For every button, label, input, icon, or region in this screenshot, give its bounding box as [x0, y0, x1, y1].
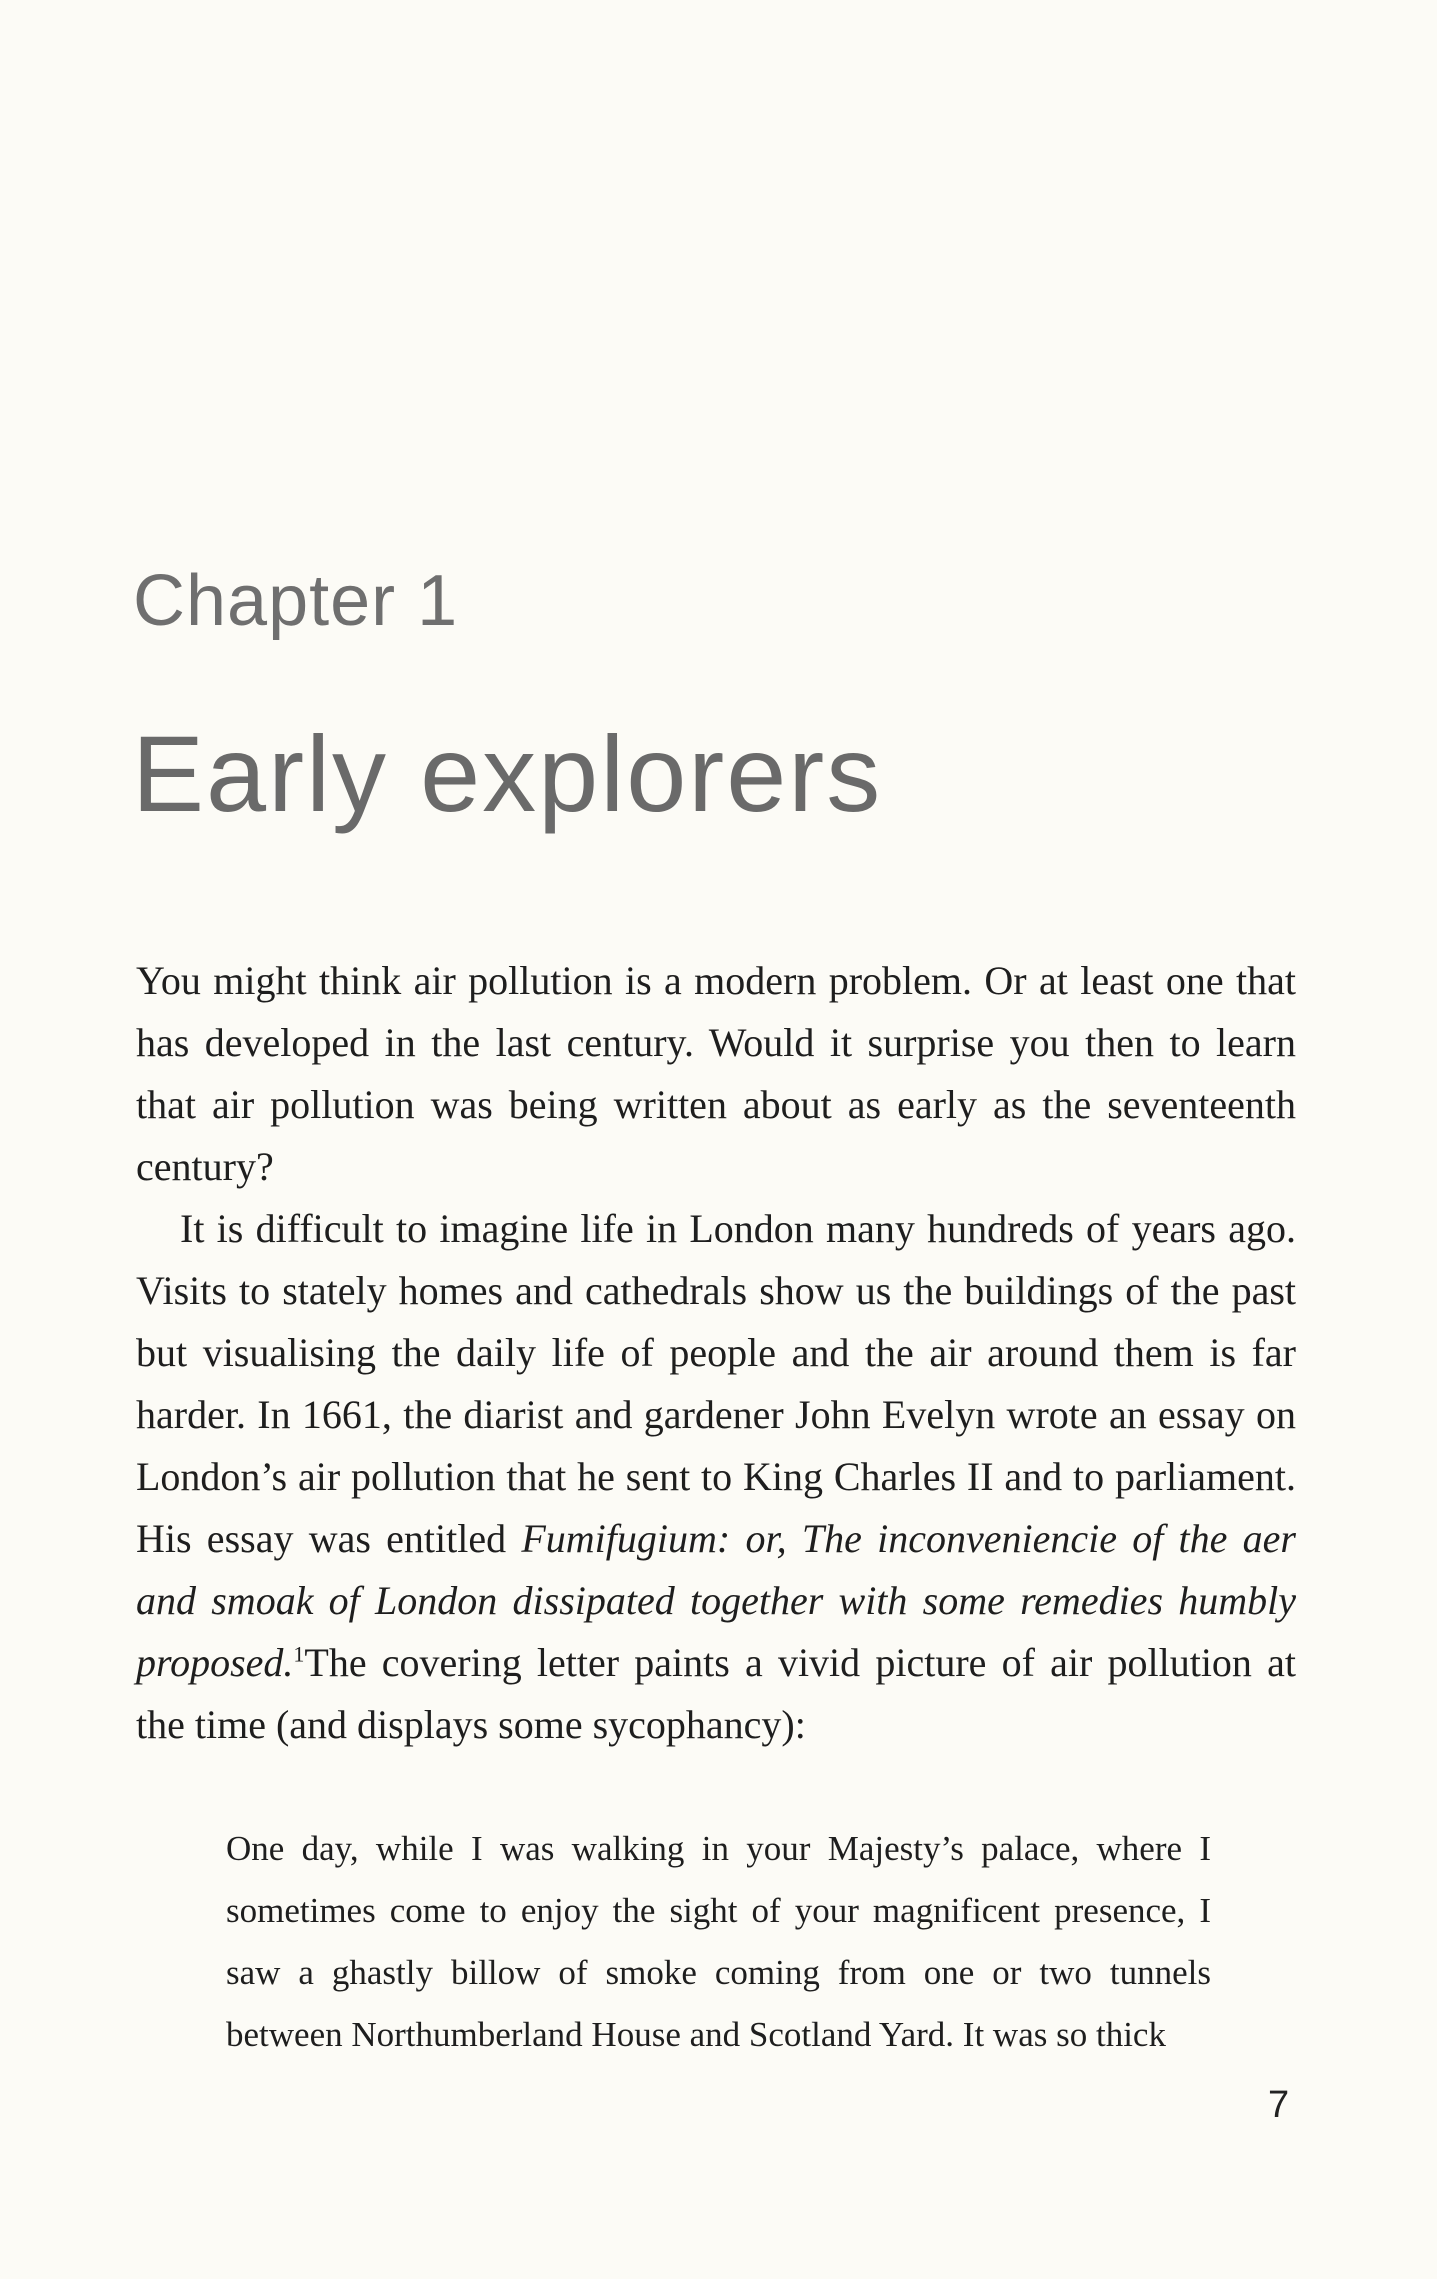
quote-text: One day, while I was walking in your Majesty’s palace, where I sometimes come to enjoy the sight of your magnificent presence, I saw a ghastly billow of smoke coming from one or two tunnels between Northumberland House and Scotland Yard. It was so thick [226, 1829, 1211, 2054]
footnote-marker[interactable]: 1 [293, 1641, 305, 1667]
block-quote [226, 1818, 1211, 2066]
paragraph-2-start: It is difficult to imagine life in London many hundreds of years ago. Visits to stately homes and cathedrals show us the buildings of the past but visualising the daily life of people and the air around them is far harder. In 1661, the diarist and gardener John Evelyn wrote an essay on London’s air pollution that he sent to King Charles II and to parliament. His essay was entitled [136, 1206, 1296, 1561]
page-number: 7 [1268, 2084, 1290, 2126]
chapter-label: Chapter 1 [133, 561, 459, 641]
paragraph-2 [136, 1198, 1296, 1756]
paragraph-1: You might think air pollution is a modern problem. Or at least one that has developed in the last century. Would it surprise you then to learn that air pollution was being written about as early as the seventeenth century? [136, 958, 1296, 1189]
chapter-title: Early explorers [132, 713, 883, 834]
paragraph-2-end: The covering letter paints a vivid picture of air pollution at the time (and displays some sycophancy): [136, 1640, 1296, 1747]
body-text [136, 950, 1296, 1756]
essay-title: Fumifugium: or, The inconveniencie of the aer and smoak of London dissipated together with some remedies humbly proposed. [136, 1516, 1296, 1685]
